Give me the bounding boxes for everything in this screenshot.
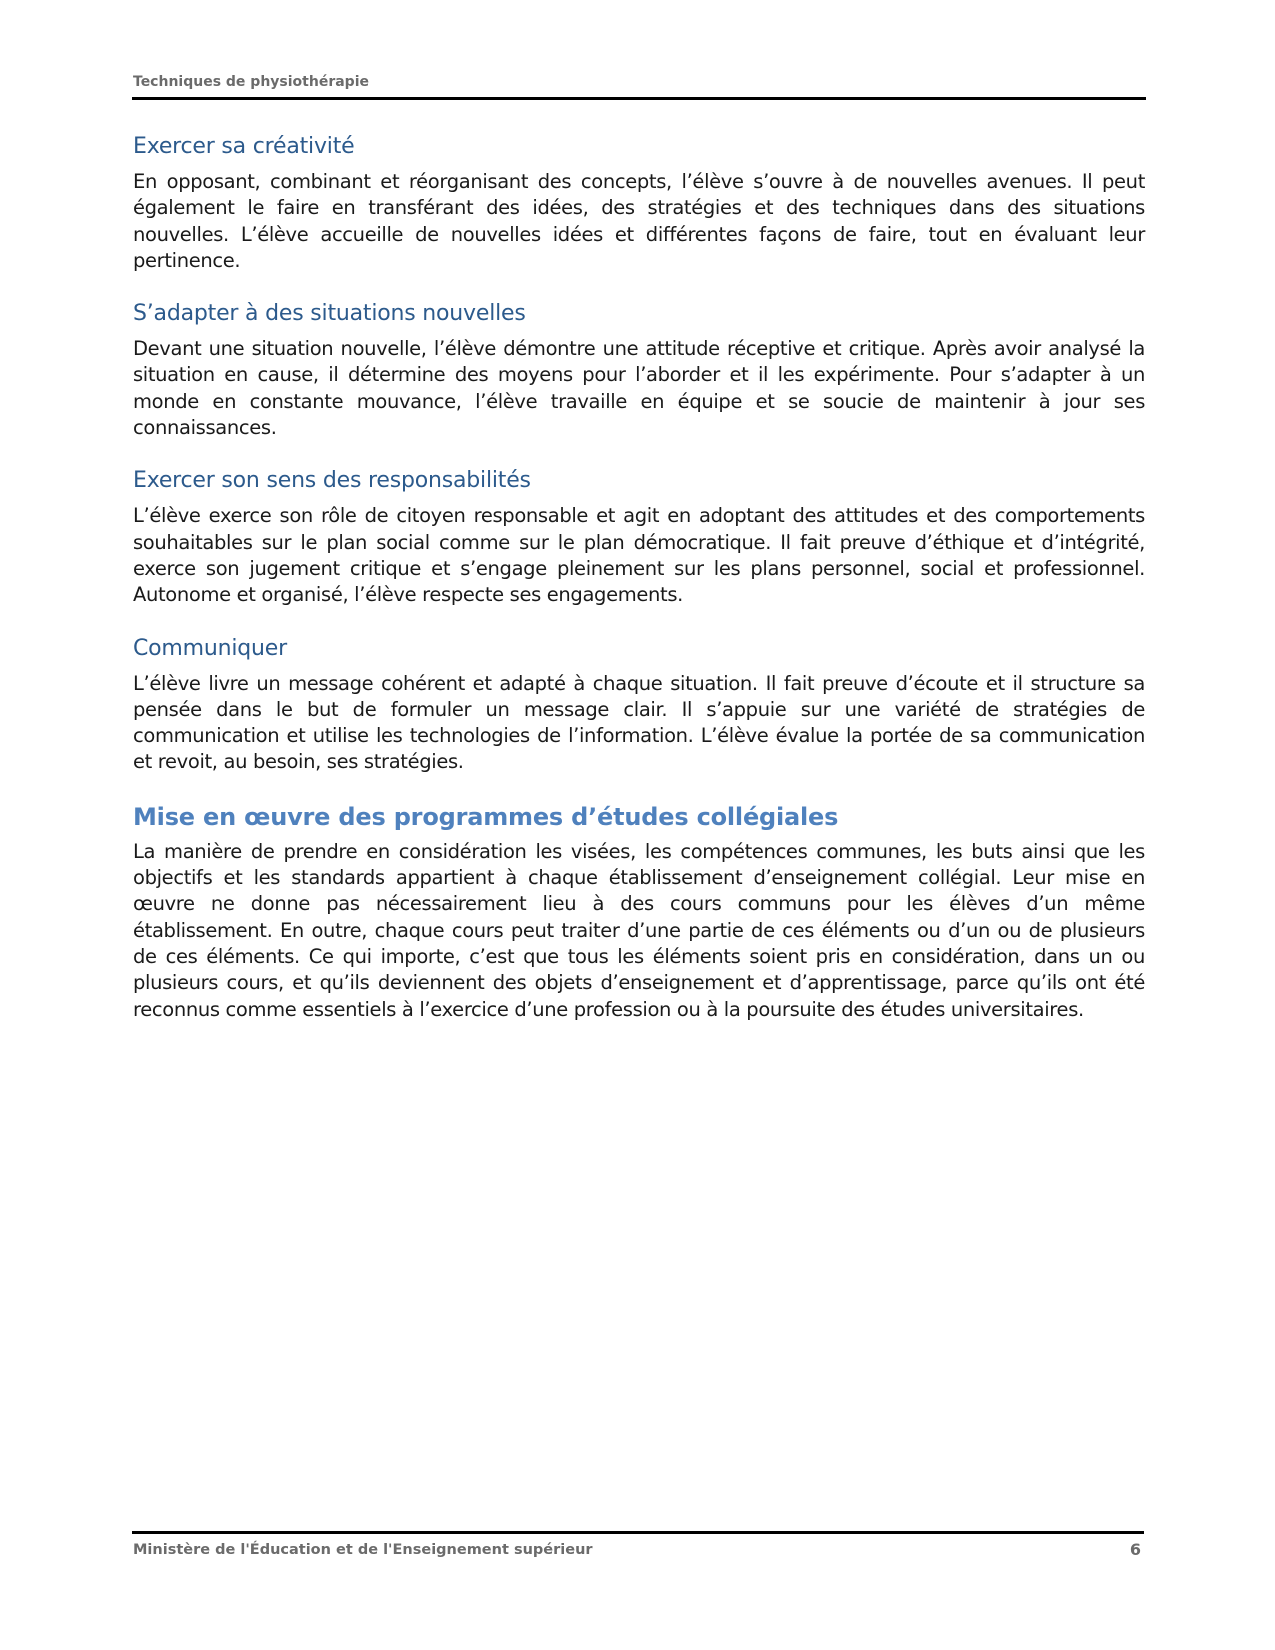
section-heading: Communiquer <box>133 635 287 661</box>
running-header <box>132 73 1146 100</box>
page-number: 6 <box>1129 1540 1141 1559</box>
section-heading: S’adapter à des situations nouvelles <box>133 301 526 327</box>
section-communiquer <box>133 634 1145 776</box>
ministry-name: Ministère de l'Éducation et de l'Enseignement supérieur <box>133 1542 593 1558</box>
document-title: Techniques de physiothérapie <box>133 74 369 90</box>
section-paragraph: L’élève livre un message cohérent et adapté à chaque situation. Il fait preuve d’écoute et il structure sa pensée dans le but de formuler un message clair. Il s’appuie sur une variété de stratégies de communication et utilise les technologies de l’information. L’élève évalue la portée de sa communication et revoit, au besoin, ses stratégies. <box>133 671 1145 774</box>
section-heading: Exercer son sens des responsabilités <box>133 468 531 494</box>
section-heading: Exercer sa créativité <box>133 134 355 159</box>
page-content <box>133 132 1145 1023</box>
major-paragraph: La manière de prendre en considération les visées, les compétences communes, les buts ainsi que les objectifs et les standards appartient à chaque établissement d’enseignement collégial. Leur mise en œuvre ne donne pas nécessairement lieu à des cours communs pour les élèves d’un même établissement. En outre, chaque cours peut traiter d’une partie de ces éléments ou d’un ou de plusieurs de ces éléments. Ce qui importe, c’est que tous les éléments soient pris en considération, dans un ou plusieurs cours, et qu’ils deviennent des objets d’enseignement et d’apprentissage, parce qu’ils ont été reconnus comme essentiels à l’exercice d’une profession ou à la poursuite des études universitaires. <box>133 839 1145 1021</box>
section-paragraph: En opposant, combinant et réorganisant des concepts, l’élève s’ouvre à de nouvelles avenues. Il peut également le faire en transférant des idées, des stratégies et des techniques dans des situations nouvelles. L’élève accueille de nouvelles idées et différentes façons de faire, tout en évaluant leur pertinence. <box>133 170 1145 272</box>
section-paragraph: L’élève exerce son rôle de citoyen responsable et agit en adoptant des attitudes et des comportements souhaitables sur le plan social comme sur le plan démocratique. Il fait preuve d’éthique et d’intégrité, exerce son jugement critique et s’engage pleinement sur les plans personnel, social et professionnel. Autonome et organisé, l’élève respecte ses engagements. <box>133 504 1145 607</box>
major-heading: Mise en œuvre des programmes d’études collégiales <box>133 802 839 831</box>
section-creativite <box>133 132 1145 274</box>
section-paragraph: Devant une situation nouvelle, l’élève démontre une attitude réceptive et critique. Après avoir analysé la situation en cause, il détermine des moyens pour l’aborder et il les expérimente. Pour s’adapter à un monde en constante mouvance, l’élève travaille en équipe et se soucie de maintenir à jour ses connaissances. <box>133 337 1145 440</box>
running-footer <box>132 1531 1144 1564</box>
section-responsabilites <box>133 466 1145 608</box>
section-adapter <box>133 299 1145 441</box>
section-mise-en-oeuvre <box>133 801 1145 1023</box>
